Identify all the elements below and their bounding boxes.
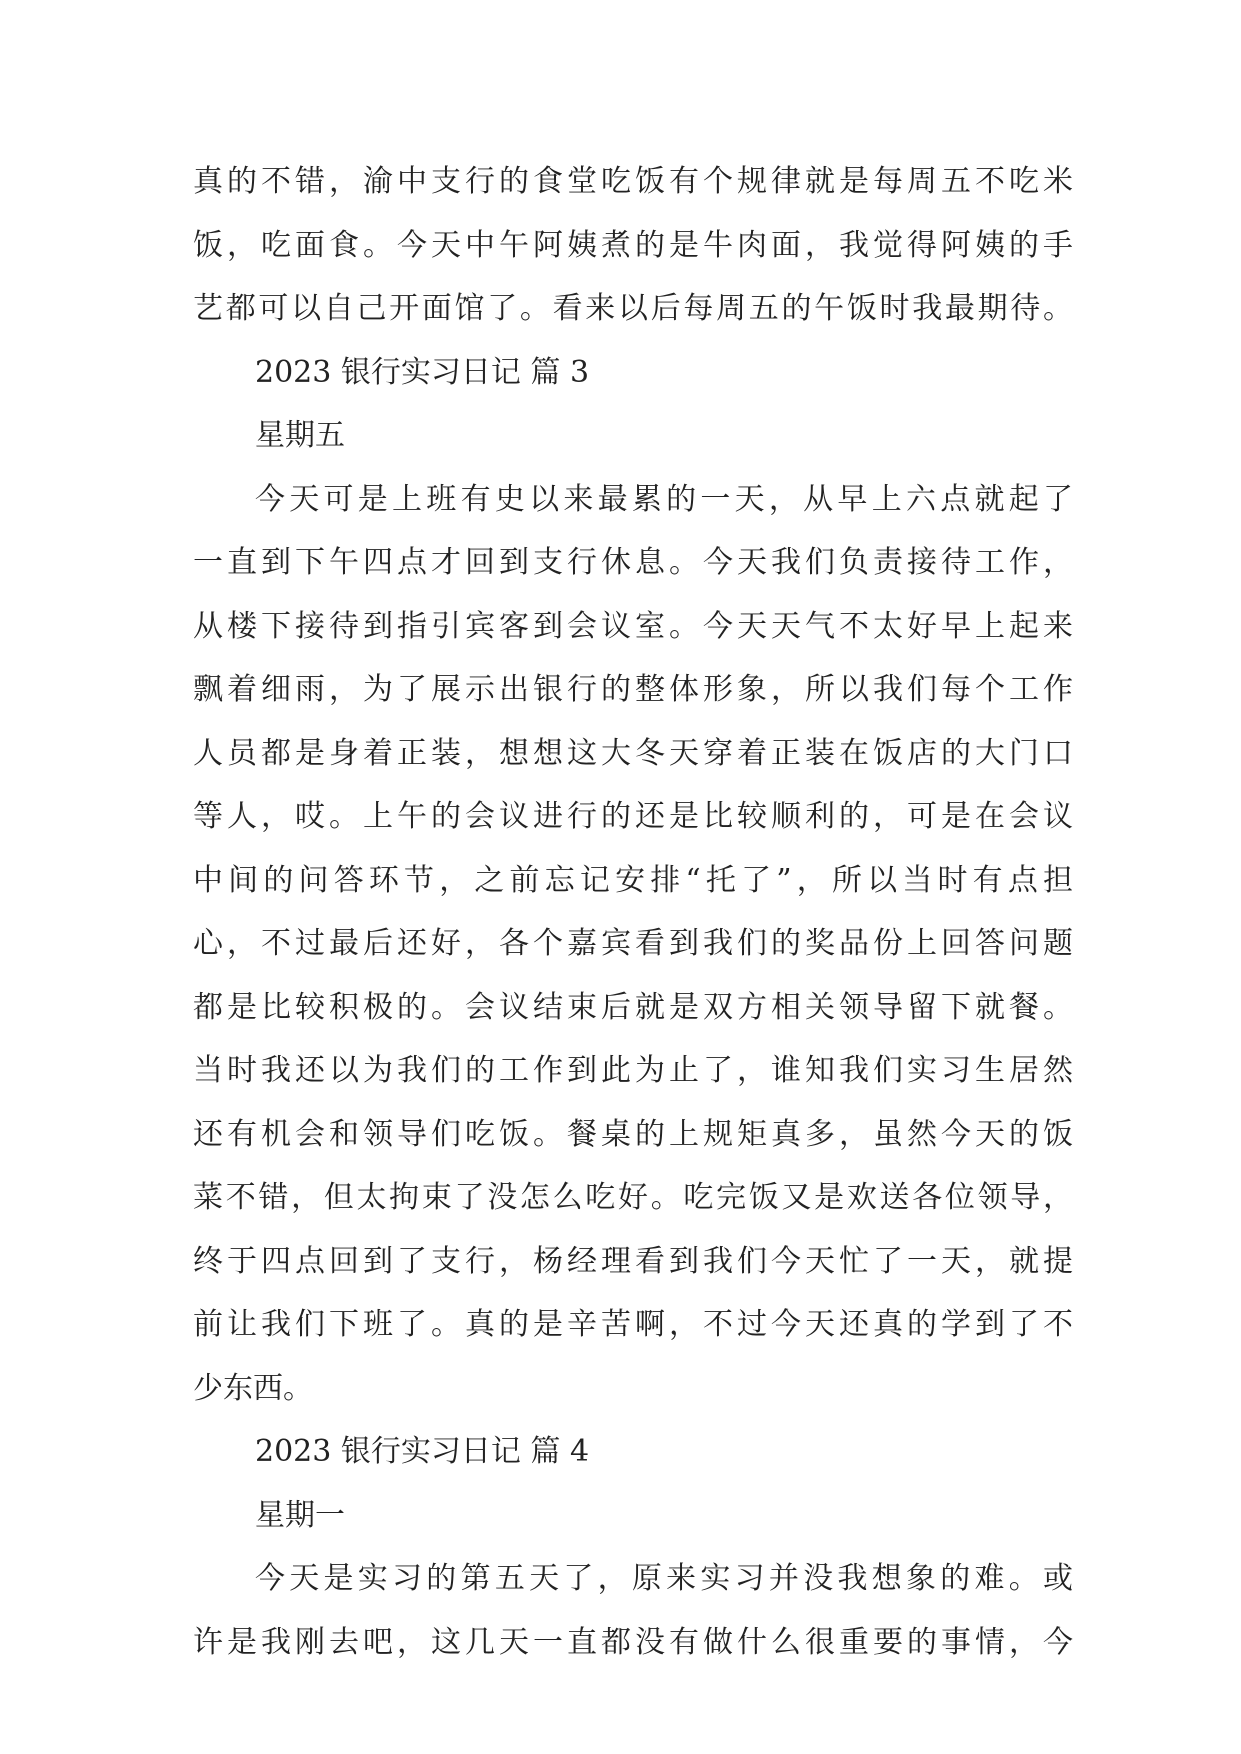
paragraph-line: 还有机会和领导们吃饭。餐桌的上规矩真多，虽然今天的饭	[193, 1116, 1073, 1152]
paragraph-line: 当时我还以为我们的工作到此为止了，谁知我们实习生居然	[193, 1053, 1073, 1088]
paragraph-line: 饭，吃面食。今天中午阿姨煮的是牛肉面，我觉得阿姨的手	[193, 227, 1073, 263]
section-heading: 2023 银行实习日记 篇 4	[255, 1434, 590, 1469]
paragraph-line: 菜不错，但太拘束了没怎么吃好。吃完饭又是欢送各位领导，	[193, 1180, 1073, 1215]
paragraph-line: 少东西。	[193, 1370, 313, 1406]
paragraph-line: 一直到下午四点才回到支行休息。今天我们负责接待工作，	[193, 545, 1073, 580]
paragraph-line: 等人，哎。上午的会议进行的还是比较顺利的，可是在会议	[193, 799, 1073, 834]
paragraph-line: 真的不错，渝中支行的食堂吃饭有个规律就是每周五不吃米	[193, 164, 1073, 199]
paragraph-line: 前让我们下班了。真的是辛苦啊，不过今天还真的学到了不	[193, 1307, 1073, 1342]
paragraph-line: 心，不过最后还好，各个嘉宾看到我们的奖品份上回答问题	[193, 926, 1073, 961]
weekday-heading: 星期一	[255, 1497, 345, 1533]
document-body	[193, 150, 1073, 1674]
paragraph-line: 飘着细雨，为了展示出银行的整体形象，所以我们每个工作	[193, 672, 1073, 707]
section-heading: 2023 银行实习日记 篇 3	[255, 354, 590, 390]
paragraph-line: 终于四点回到了支行，杨经理看到我们今天忙了一天，就提	[193, 1243, 1073, 1279]
paragraph-line: 中间的问答环节，之前忘记安排“托了”，所以当时有点担	[193, 862, 1073, 898]
paragraph-line: 今天是实习的第五天了，原来实习并没我想象的难。或	[255, 1561, 1073, 1596]
paragraph-line: 许是我刚去吧，这几天一直都没有做什么很重要的事情，今	[193, 1624, 1073, 1660]
paragraph-line: 今天可是上班有史以来最累的一天，从早上六点就起了	[255, 481, 1073, 517]
paragraph-line: 人员都是身着正装，想想这大冬天穿着正装在饭店的大门口	[193, 735, 1073, 771]
paragraph-line: 都是比较积极的。会议结束后就是双方相关领导留下就餐。	[193, 989, 1073, 1025]
paragraph-line: 从楼下接待到指引宾客到会议室。今天天气不太好早上起来	[193, 608, 1073, 644]
paragraph-line: 艺都可以自己开面馆了。看来以后每周五的午饭时我最期待。	[193, 291, 1073, 326]
weekday-heading: 星期五	[255, 418, 345, 453]
